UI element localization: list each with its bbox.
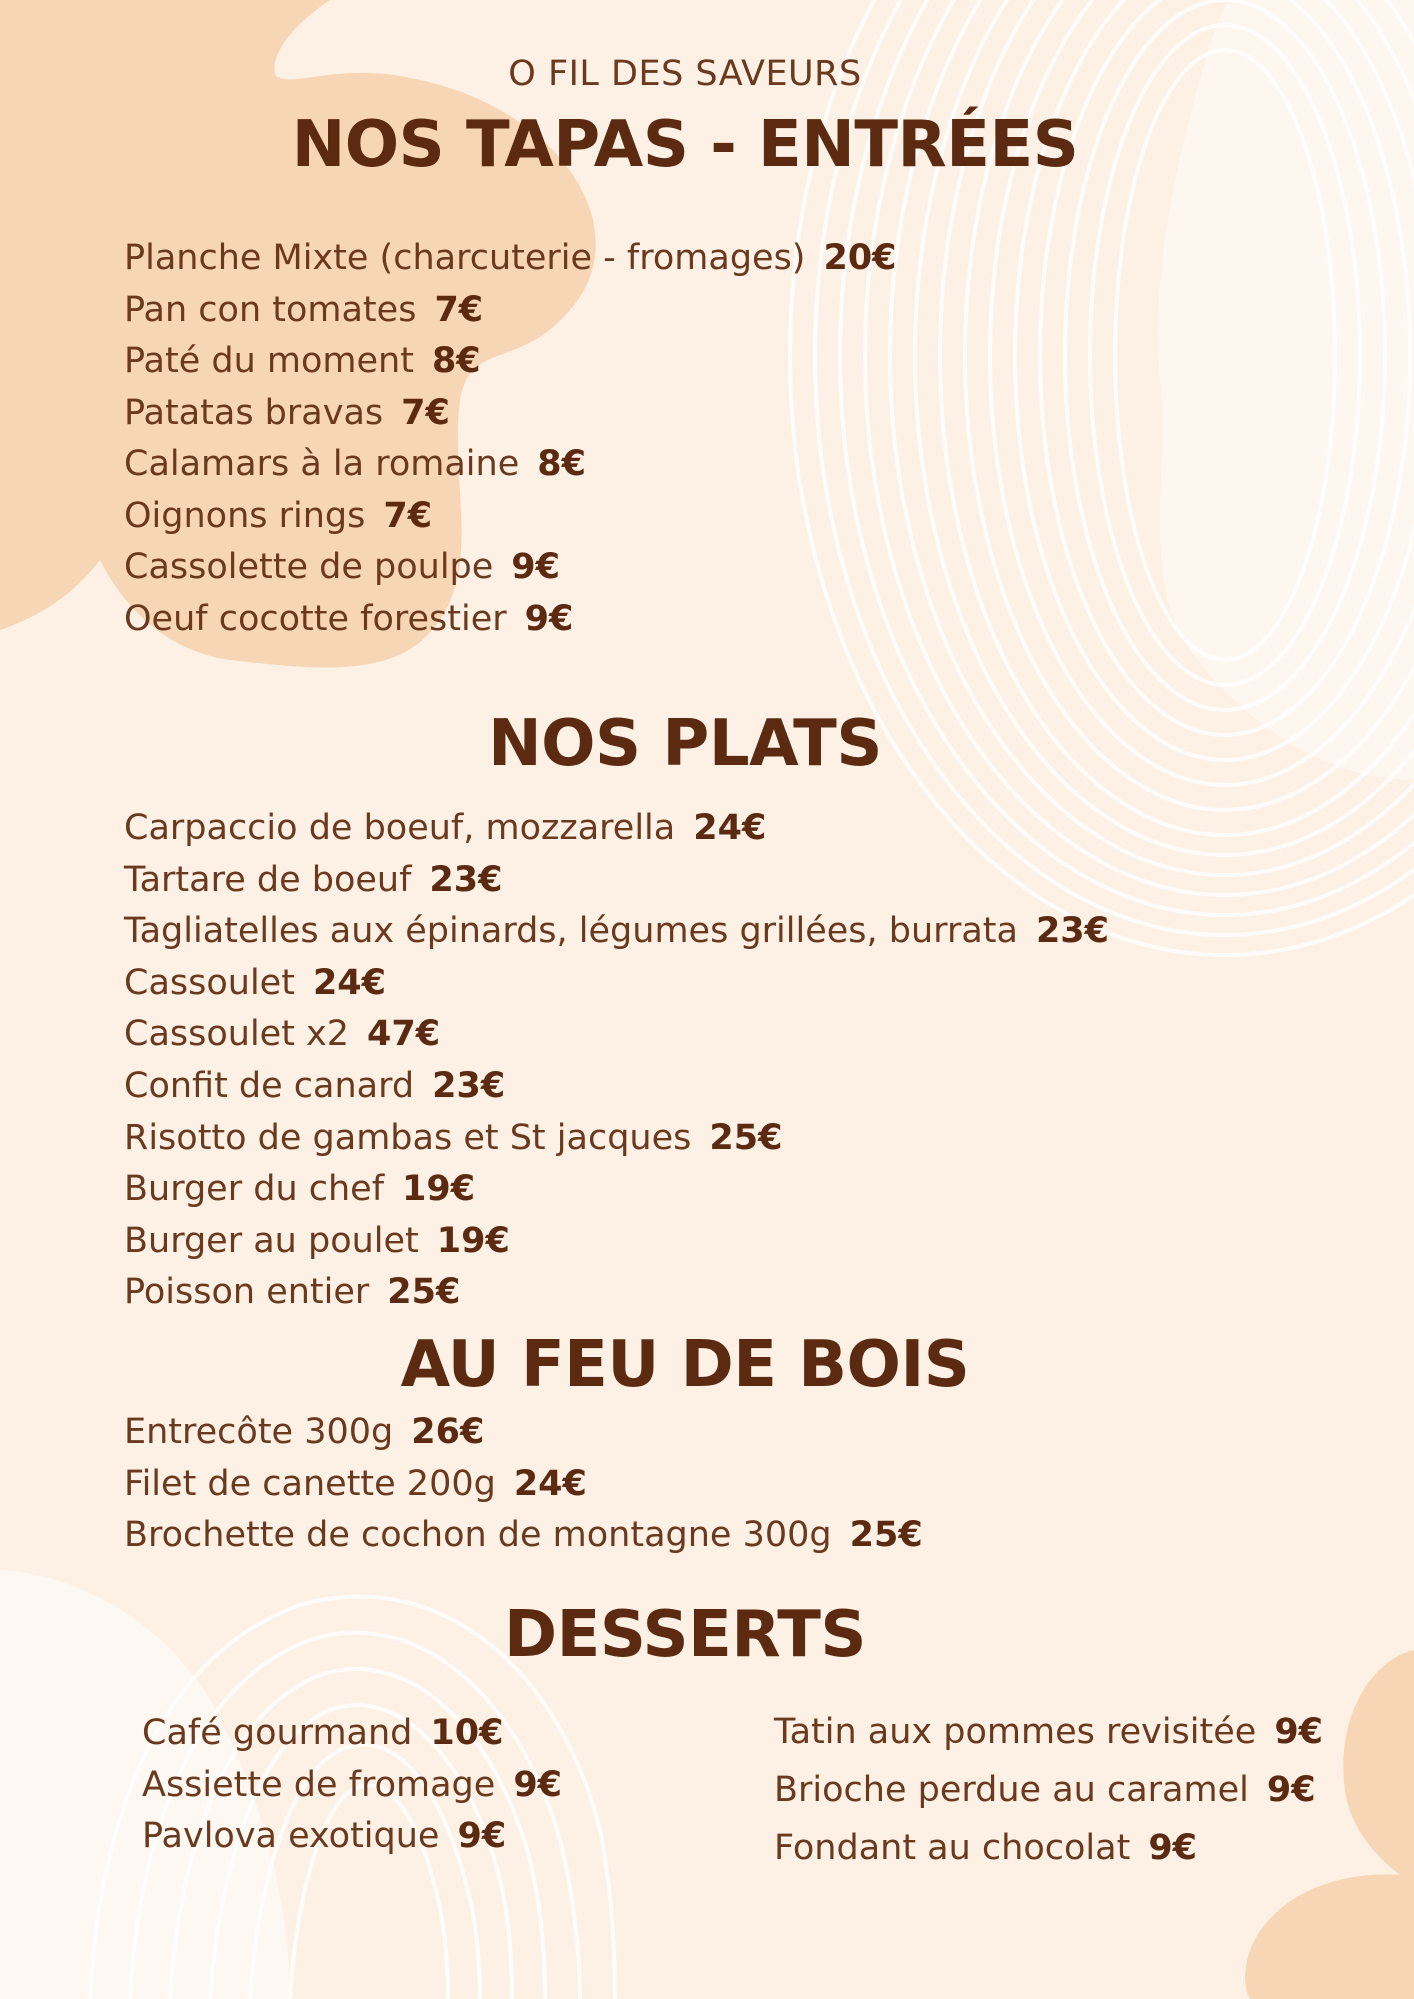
menu-item <box>124 491 897 543</box>
menu-item-name: Cassoulet x2 <box>124 1014 350 1055</box>
menu-item-price: 26€ <box>411 1412 485 1452</box>
menu-item-name: Burger du chef <box>124 1169 385 1210</box>
menu-item <box>774 1703 1323 1761</box>
menu-item-name: Oignons rings <box>124 495 366 536</box>
restaurant-name: O FIL DES SAVEURS <box>508 54 862 94</box>
menu-item-name: Confit de canard <box>124 1065 415 1106</box>
menu-item-name: Café gourmand <box>142 1713 413 1753</box>
menu-item <box>124 1009 1109 1061</box>
menu-item <box>124 285 897 337</box>
menu-item-price: 9€ <box>511 547 561 587</box>
menu-item-price: 20€ <box>823 238 897 278</box>
menu-item <box>124 906 1109 958</box>
menu-item-name: Pavlova exotique <box>142 1816 440 1856</box>
menu-item-price: 23€ <box>432 1065 506 1106</box>
menu-item-name: Fondant au chocolat <box>774 1828 1131 1868</box>
menu-item <box>124 1459 923 1511</box>
section-title-feu-de-bois: AU FEU DE BOIS <box>400 1328 970 1402</box>
menu-item-price: 23€ <box>429 859 503 900</box>
menu-item-price: 8€ <box>537 444 586 484</box>
menu-item-price: 24€ <box>513 1463 587 1504</box>
menu-item <box>774 1819 1323 1877</box>
menu-item-name: Paté du moment <box>124 341 414 381</box>
menu-item-name: Cassoulet <box>124 962 295 1003</box>
menu-item-price: 9€ <box>457 1816 507 1856</box>
section-title-plats: NOS PLATS <box>488 707 882 781</box>
menu-item <box>142 1760 562 1812</box>
menu-item <box>124 439 897 491</box>
menu-item <box>124 594 897 646</box>
menu-item-price: 25€ <box>387 1272 461 1313</box>
menu-item-price: 7€ <box>383 495 433 536</box>
menu-item-name: Carpaccio de boeuf, mozzarella <box>124 808 676 848</box>
menu-item <box>124 1061 1109 1113</box>
menu-item <box>124 1407 923 1459</box>
menu-item <box>124 1216 1109 1268</box>
menu-item-name: Risotto de gambas et St jacques <box>124 1117 692 1158</box>
menu-item-price: 10€ <box>430 1713 504 1753</box>
menu-item-price: 19€ <box>436 1220 510 1261</box>
section-title-tapas: NOS TAPAS - ENTRÉES <box>291 108 1079 182</box>
menu-item-name: Calamars à la romaine <box>124 444 520 484</box>
menu-item-price: 8€ <box>431 341 481 381</box>
menu-item-name: Entrecôte 300g <box>124 1412 394 1452</box>
menu-item-name: Patatas bravas <box>124 392 384 433</box>
menu-item-price: 9€ <box>1148 1828 1198 1868</box>
menu-item-price: 24€ <box>693 808 767 848</box>
menu-item-price: 9€ <box>1266 1770 1316 1810</box>
menu-item-price: 7€ <box>434 289 484 330</box>
menu-item-name: Filet de canette 200g <box>124 1463 496 1504</box>
menu-item-name: Tatin aux pommes revisitée <box>774 1712 1257 1752</box>
menu-item <box>142 1811 562 1863</box>
menu-item-price: 47€ <box>367 1014 441 1055</box>
menu-item-price: 19€ <box>402 1169 476 1210</box>
menu-item <box>774 1761 1323 1819</box>
menu-item <box>124 388 897 440</box>
desserts-right-list <box>774 1703 1323 1877</box>
menu-item-price: 25€ <box>709 1117 783 1158</box>
menu-item <box>124 958 1109 1010</box>
feu-de-bois-list <box>124 1407 923 1562</box>
menu-item-name: Brochette de cochon de montagne 300g <box>124 1515 832 1555</box>
menu-item-name: Poisson entier <box>124 1272 370 1313</box>
menu-item-name: Pan con tomates <box>124 289 417 330</box>
menu-item-price: 9€ <box>513 1764 563 1805</box>
menu-item <box>124 542 897 594</box>
menu-item-price: 24€ <box>312 962 386 1003</box>
menu-item-price: 23€ <box>1035 911 1110 952</box>
menu-item-name: Tagliatelles aux épinards, légumes grillées, burrata <box>124 911 1018 952</box>
menu-item-name: Brioche perdue au caramel <box>774 1770 1249 1810</box>
menu-item-name: Planche Mixte (charcuterie - fromages) <box>124 238 806 278</box>
section-title-desserts: DESSERTS <box>503 1598 867 1672</box>
menu-item-price: 9€ <box>524 598 574 639</box>
tapas-list <box>124 233 897 645</box>
menu-item <box>124 1164 1109 1216</box>
menu-item <box>124 233 897 285</box>
menu-item <box>124 1510 923 1562</box>
menu-item <box>124 855 1109 907</box>
menu-item-price: 7€ <box>401 392 450 433</box>
menu-item <box>124 336 897 388</box>
menu-item-price: 25€ <box>849 1515 923 1555</box>
menu-item <box>124 1113 1109 1165</box>
menu-item-name: Burger au poulet <box>124 1220 419 1261</box>
menu-item <box>124 803 1109 855</box>
menu-item-price: 9€ <box>1274 1712 1324 1752</box>
menu-item <box>142 1708 562 1760</box>
menu-item-name: Cassolette de poulpe <box>124 547 494 587</box>
menu-item-name: Oeuf cocotte forestier <box>124 598 507 639</box>
desserts-left-list <box>142 1708 562 1863</box>
menu-item-name: Tartare de boeuf <box>124 859 412 900</box>
menu-item <box>124 1267 1109 1319</box>
plats-list <box>124 803 1109 1319</box>
menu-item-name: Assiette de fromage <box>142 1764 496 1805</box>
